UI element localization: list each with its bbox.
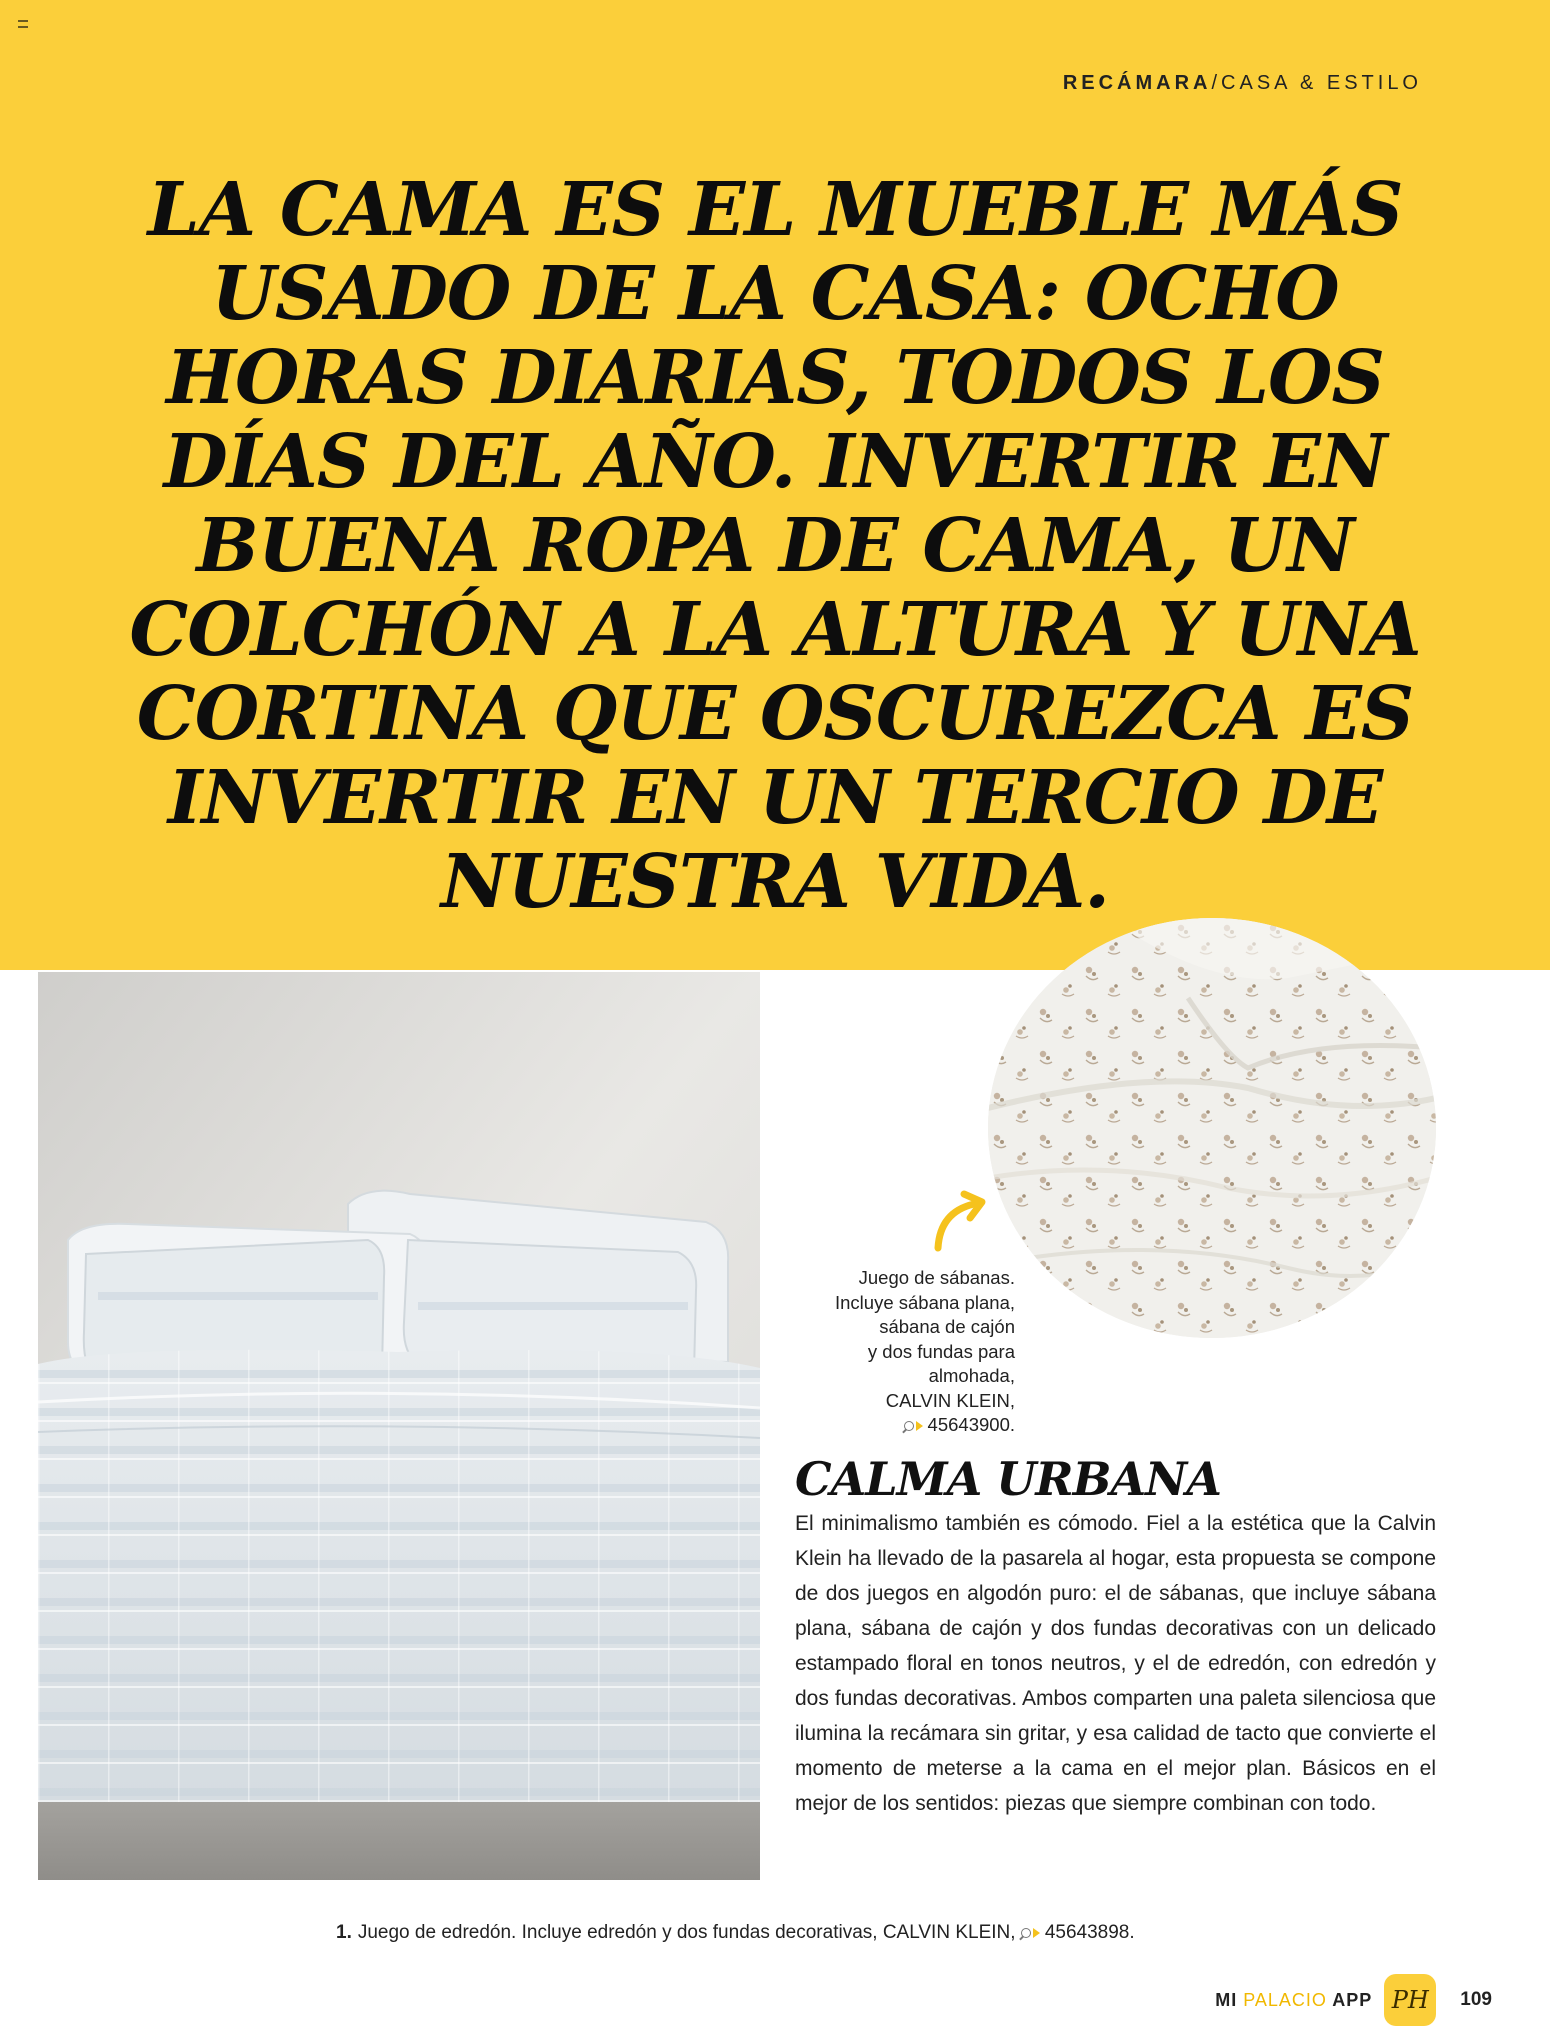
sheets-photo bbox=[988, 918, 1436, 1338]
brand-name[interactable] bbox=[1215, 1990, 1372, 2011]
page-number: 109 bbox=[1460, 1989, 1492, 2010]
article-title: CALMA URBANA bbox=[795, 1452, 1221, 1506]
logo-text: PH bbox=[1391, 1986, 1429, 2014]
caption-line: sábana de cajón bbox=[879, 1316, 1015, 1337]
caption-line: Juego de sábanas. bbox=[858, 1267, 1015, 1288]
caption-number: 1. bbox=[336, 1922, 352, 1943]
section-label: RECÁMARA bbox=[1062, 72, 1212, 94]
section-separator: / bbox=[1211, 72, 1222, 94]
sku-number: 45643900. bbox=[927, 1414, 1015, 1435]
comforter-caption bbox=[336, 1922, 1135, 1944]
search-icon bbox=[904, 1421, 914, 1431]
sku-number: 45643898. bbox=[1044, 1922, 1135, 1943]
sheets-caption bbox=[760, 1266, 1015, 1438]
section-header bbox=[1063, 72, 1422, 95]
caption-text: Juego de edredón. Incluye edredón y dos fundas decorativas, CALVIN KLEIN, bbox=[357, 1922, 1016, 1943]
comforter-sku[interactable] bbox=[1021, 1922, 1135, 1943]
caption-line: y dos fundas para bbox=[867, 1340, 1015, 1362]
play-icon bbox=[1033, 1928, 1040, 1938]
page-footer bbox=[1215, 1974, 1492, 2026]
brand-accent: PALACIO bbox=[1243, 1989, 1327, 2010]
arrow-icon bbox=[930, 1188, 990, 1252]
comforter-photo bbox=[38, 972, 760, 1880]
sheets-sku[interactable] bbox=[760, 1413, 1015, 1438]
app-logo[interactable] bbox=[1384, 1974, 1436, 2026]
play-icon bbox=[916, 1421, 923, 1431]
menu-icon[interactable] bbox=[18, 20, 28, 28]
caption-line: Incluye sábana plana, bbox=[835, 1291, 1015, 1313]
article-body: El minimalismo también es cómodo. Fiel a la estética que la Calvin Klein ha llevado de la pasarela al hogar, esta propuesta se compone de dos juegos en algodón puro: el de sábanas, que incluye sábana plana, sábana de cajón y dos fundas decorativas con un delicado estampado floral en tonos neutros, y el de edredón, con edredón y dos fundas decorativas. Ambos comparten una paleta silenciosa que ilumina la recámara sin gritar, y esa calidad de tacto que convierte el momento de meterse a la cama en el mejor plan. Básicos en el mejor de los sentidos: piezas que siempre combinan con todo. bbox=[795, 1512, 1436, 1815]
search-icon bbox=[1021, 1928, 1031, 1938]
subsection-label: CASA & ESTILO bbox=[1221, 72, 1422, 94]
caption-line: CALVIN KLEIN, bbox=[885, 1389, 1015, 1411]
headline-quote: LA CAMA ES EL MUEBLE MÁS USADO DE LA CASA: OCHO HORAS DIARIAS, TODOS LOS DÍAS DEL AÑO. INVERTIR EN BUENA ROPA DE CAMA, UN COLCHÓN A LA ALTURA Y UNA CORTINA QUE OSCUREZCA ES INVERTIR EN UN TERCIO DE NUESTRA VIDA. bbox=[129, 167, 1421, 925]
brand-prefix: MI bbox=[1215, 1989, 1238, 2010]
brand-suffix: APP bbox=[1332, 1989, 1373, 2010]
caption-line: almohada, bbox=[928, 1365, 1015, 1386]
